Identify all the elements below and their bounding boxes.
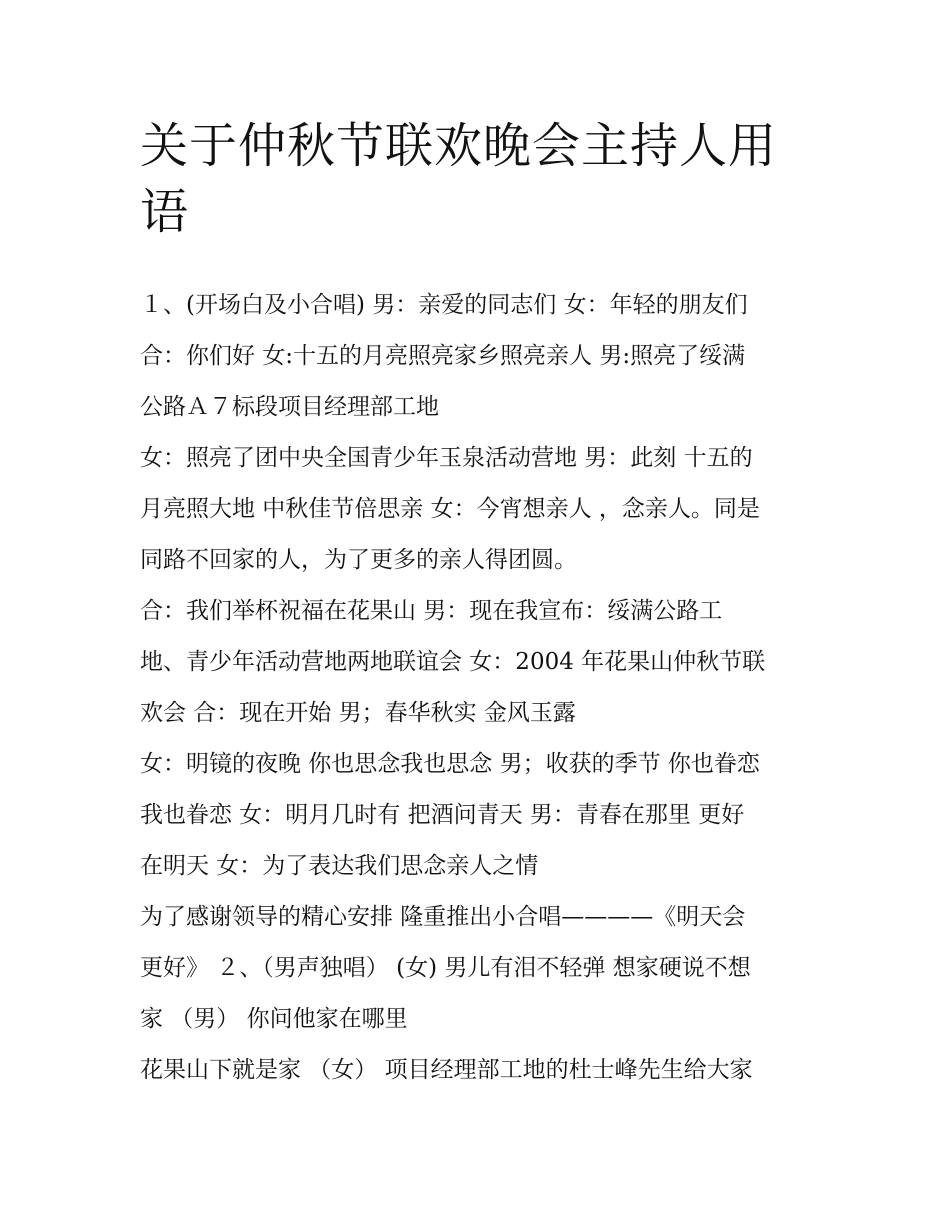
text-line: 合：我们举杯祝福在花果山 男：现在我宣布：绥满公路工 [140,598,723,624]
text-line: 在明天 女：为了表达我们思念亲人之情 [140,853,539,879]
text-line: 月亮照大地 中秋佳节倍思亲 女：今宵想亲人 ，念亲人。同是 [140,496,760,522]
text-line: 欢会 合：现在开始 男；春华秋实 金风玉露 [140,700,576,726]
text-line: 花果山下就是家 （女） 项目经理部工地的杜士峰先生给大家 [140,1057,753,1083]
text-line: 女：明镜的夜晚 你也思念我也思念 男；收获的季节 你也眷恋 [140,751,760,777]
text-line: １、(开场白及小合唱) 男：亲爱的同志们 女：年轻的朋友们 [140,292,748,318]
text-line: 家 （男） 你问他家在哪里 [140,1006,408,1032]
text-line: 地、青少年活动营地两地联谊会 女：2004 年花果山仲秋节联 [140,649,766,675]
text-line: 我也眷恋 女：明月几时有 把酒问青天 男：青春在那里 更好 [140,802,745,828]
text-line: 为了感谢领导的精心安排 隆重推出小合唱————《明天会 [140,904,746,930]
text-line: 合：你们好 女:十五的月亮照亮家乡照亮亲人 男:照亮了绥满 [140,343,746,369]
text-line: 更好》 ２、（男声独唱） (女) 男儿有泪不轻弹 想家硬说不想 [140,955,751,981]
document-title: 关于仲秋节联欢晚会主持人用语 [140,118,778,240]
text-line: 女：照亮了团中央全国青少年玉泉活动营地 男：此刻 十五的 [140,445,753,471]
text-line: 公路Ａ７标段项目经理部工地 [140,394,439,420]
document-body [140,280,830,1096]
text-line: 同路不回家的人，为了更多的亲人得团圆。 [140,547,577,573]
